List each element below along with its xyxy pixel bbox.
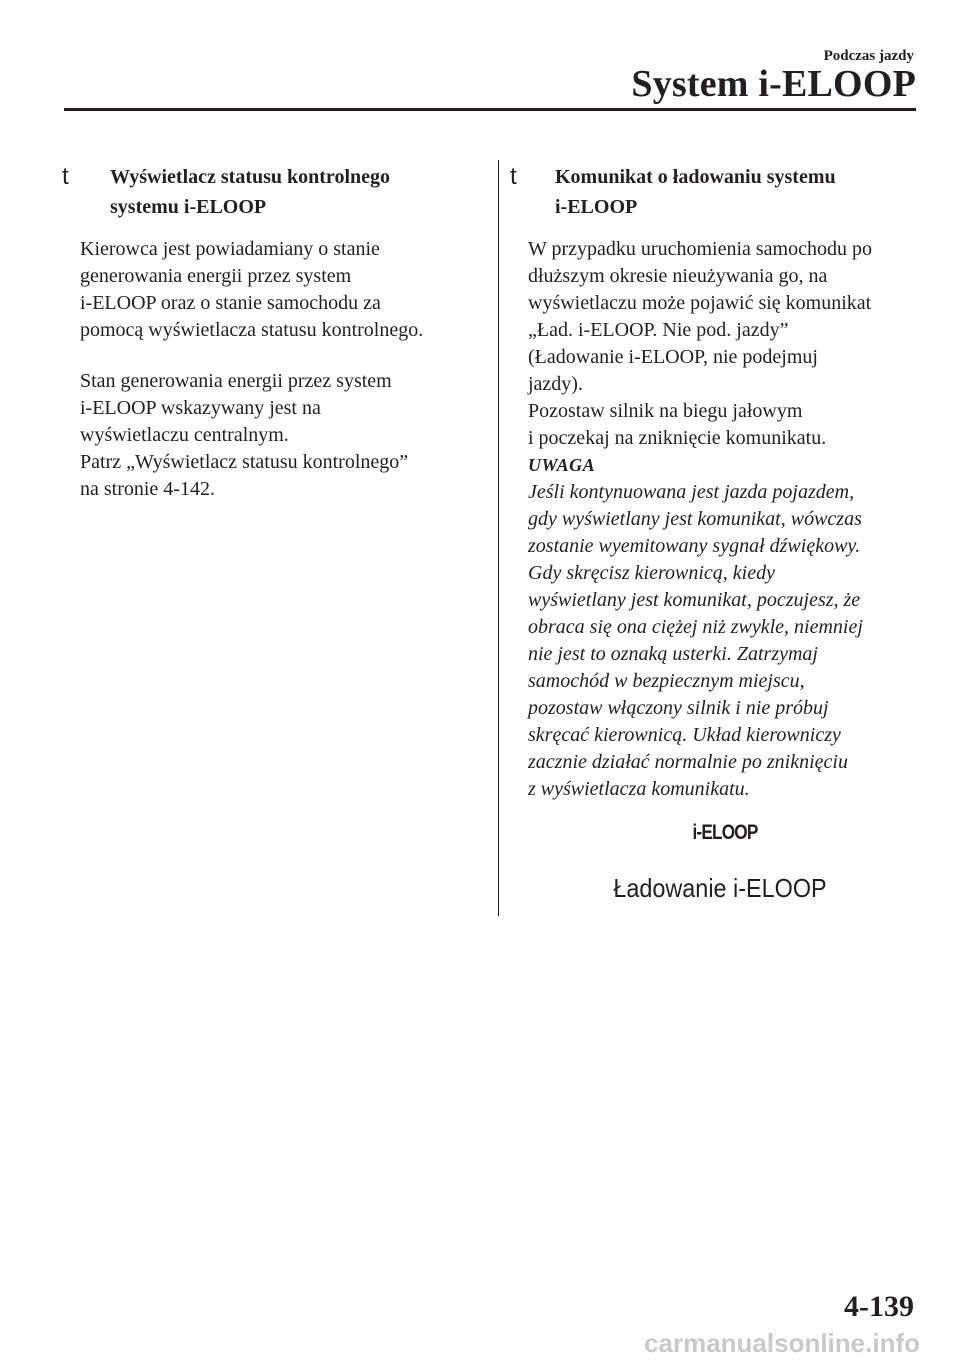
page-number: 4-139 <box>844 1290 914 1323</box>
header-rule <box>64 108 916 111</box>
left-paragraph-2: Stan generowania energii przez system i-ELOOP wskazywany jest na wyświetlaczu centralnym. Patrz „Wyświetlacz statusu kontrolnego” na stronie 4-142. <box>80 370 409 500</box>
watermark: carmanualsonline.info <box>644 1328 920 1358</box>
left-heading-text: Wyświetlacz statusu kontrolnego systemu i-ELOOP <box>110 166 390 218</box>
display-message: Ładowanie i-ELOOP <box>613 873 827 903</box>
right-column <box>510 162 920 803</box>
left-heading <box>62 162 480 222</box>
display-logo: i-ELOOP <box>692 821 758 844</box>
left-column <box>62 162 480 503</box>
note-text: Jeśli kontynuowana jest jazda pojazdem, gdy wyświetlany jest komunikat, wówczas zostanie wyemitowany sygnał dźwiękowy. Gdy skręcisz kierownicą, kiedy wyświetlany jest komunikat, poczujesz, że obraca się ona ciężej niż zwykle, niemniej nie jest to oznaką usterki. Zatrzymaj samochód w bezpiecznym miejscu, pozostaw włączony silnik i nie próbuj skręcać kierownicą. Układ kierowniczy zacznie działać normalnie po zniknięciu z wyświetlacza komunikatu. <box>528 481 863 800</box>
note-label: UWAGA <box>528 455 596 475</box>
right-paragraph-1: W przypadku uruchomienia samochodu po dłuższym okresie nieużywania go, na wyświetlaczu może pojawić się komunikat „Ład. i-ELOOP. Nie pod. jazdy” (Ładowanie i-ELOOP, nie podejmuj jazdy). Pozostaw silnik na biegu jałowym i poczekaj na zniknięcie komunikatu. <box>528 238 872 449</box>
column-divider <box>498 160 499 916</box>
bullet-marker-icon: t <box>62 163 69 190</box>
page-title: System i-ELOOP <box>631 63 916 105</box>
left-paragraph-1: Kierowca jest powiadamiany o stanie generowania energii przez system i-ELOOP oraz o stanie samochodu za pomocą wyświetlacza statusu kontrolnego. <box>80 238 424 341</box>
right-heading-text: Komunikat o ładowaniu systemu i-ELOOP <box>555 166 836 218</box>
right-heading <box>510 162 920 222</box>
bullet-marker-icon: t <box>510 163 517 190</box>
header-section: Podczas jazdy <box>823 48 914 64</box>
